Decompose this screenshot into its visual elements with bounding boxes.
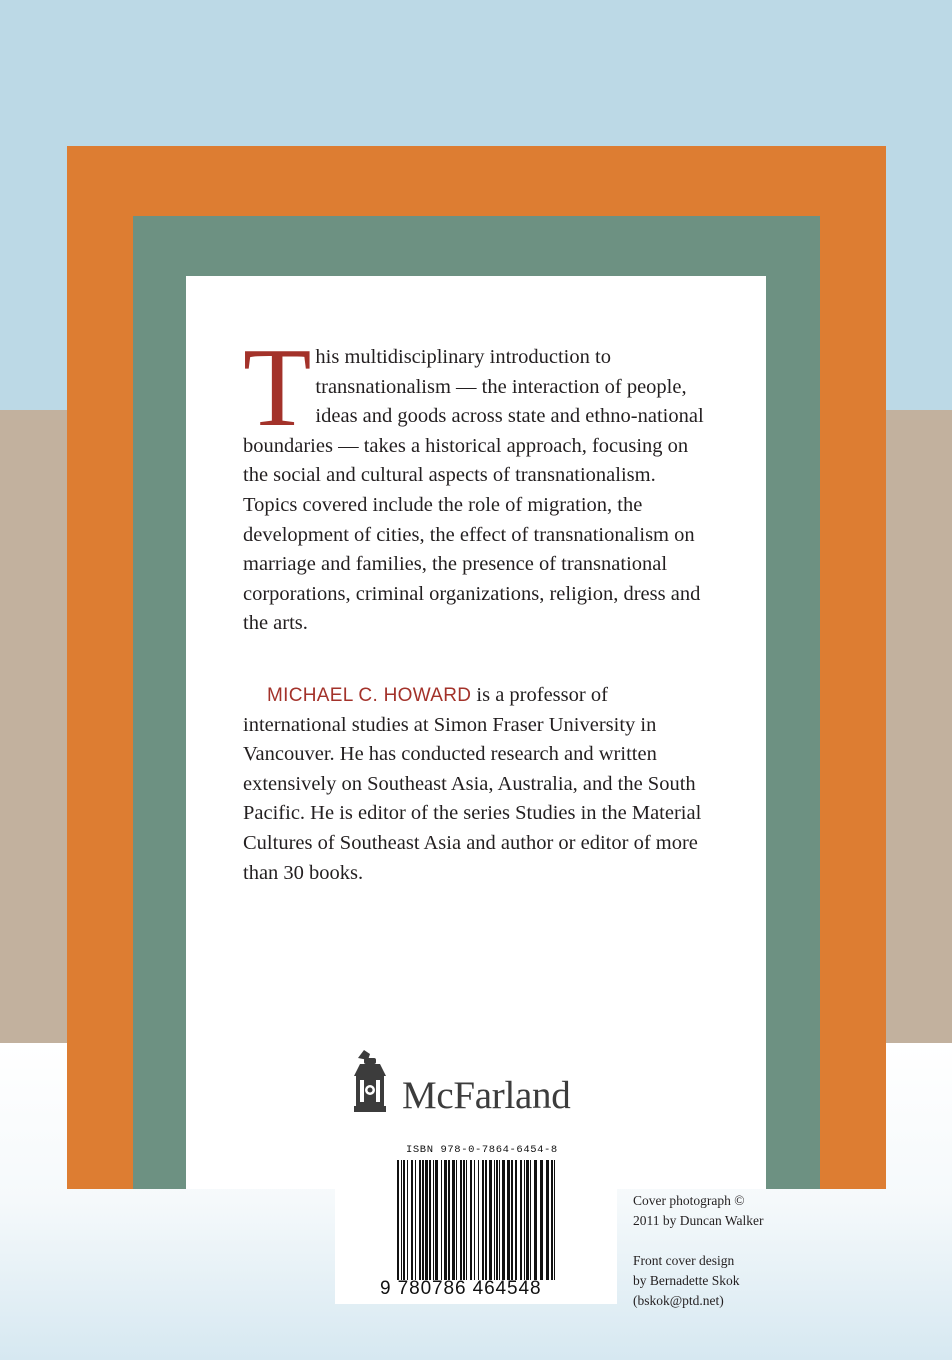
barcode-bar	[485, 1160, 487, 1280]
barcode-bar	[433, 1160, 434, 1280]
design-credit-line: by Bernadette Skok	[633, 1273, 740, 1288]
barcode-bar	[551, 1160, 553, 1280]
description-text: his multidisciplinary introduction to transnationalism — the interaction of people, ideas and goods across state and ethno-national boundaries — takes a historical approach, focusing on the social and cultural aspects of transnationalism. Topics covered include the role of migration, the development of cities, the effect of transnationalism on marriage and families, the presence of transnational corporations, criminal organizations, religion, dress and the arts.	[243, 346, 704, 635]
drop-cap: T	[243, 326, 312, 450]
design-credit-line: Front cover design	[633, 1253, 735, 1268]
barcode-bar	[554, 1160, 555, 1280]
barcode-bar	[534, 1160, 537, 1280]
barcode-bar	[515, 1160, 517, 1280]
barcode-bar	[419, 1160, 421, 1280]
barcode-bar	[441, 1160, 442, 1280]
barcode-bar	[452, 1160, 455, 1280]
barcode-bar	[496, 1160, 498, 1280]
barcode-bar	[460, 1160, 462, 1280]
barcode-bar	[524, 1160, 525, 1280]
publisher-name: McFarland	[402, 1074, 571, 1117]
barcode-bar	[507, 1160, 510, 1280]
barcode-bar	[415, 1160, 416, 1280]
barcode-bar	[407, 1160, 408, 1280]
barcode-bar	[429, 1160, 431, 1280]
barcode-bar	[511, 1160, 513, 1280]
barcode-bar	[466, 1160, 467, 1280]
design-credit	[633, 1251, 883, 1311]
barcode-bar	[482, 1160, 484, 1280]
barcode-bar	[425, 1160, 428, 1280]
barcode-bar	[435, 1160, 438, 1280]
barcode-bar	[526, 1160, 529, 1280]
barcode-bar	[474, 1160, 475, 1280]
photo-credit-line: 2011 by Duncan Walker	[633, 1213, 764, 1228]
photo-credit-line: Cover photograph ©	[633, 1193, 745, 1208]
author-name: MICHAEL C. HOWARD	[267, 685, 472, 706]
barcode-bar	[401, 1160, 402, 1280]
barcode-bar	[411, 1160, 413, 1280]
photo-credit	[633, 1191, 883, 1231]
barcode-bar	[463, 1160, 465, 1280]
barcode-digits: 9 780786 464548	[380, 1278, 542, 1299]
book-description	[243, 326, 713, 639]
barcode-bar	[478, 1160, 479, 1280]
barcode-bar	[403, 1160, 405, 1280]
barcode-bar	[499, 1160, 500, 1280]
author-bio-text: is a professor of international studies at Simon Fraser University in Vancouver. He has conducted research and written extensively on Southeast Asia, Australia, and the South Pacific. He is editor of the series Studies in the Material Cultures of Southeast Asia and author or editor of more than 30 books.	[243, 684, 702, 884]
barcode-bar	[470, 1160, 472, 1280]
barcode-bar	[540, 1160, 543, 1280]
barcode-bar	[456, 1160, 457, 1280]
barcode-bar	[546, 1160, 549, 1280]
barcode-bar	[448, 1160, 450, 1280]
author-bio	[243, 681, 713, 888]
barcode-icon	[397, 1160, 559, 1280]
barcode-bar	[520, 1160, 522, 1280]
isbn-label: ISBN 978-0-7864-6454-8	[406, 1144, 558, 1156]
barcode-bar	[502, 1160, 505, 1280]
barcode-bar	[489, 1160, 492, 1280]
barcode-bar	[530, 1160, 531, 1280]
barcode-bar	[444, 1160, 447, 1280]
barcode-bar	[422, 1160, 424, 1280]
barcode-bar	[397, 1160, 399, 1280]
design-credit-line: (bskok@ptd.net)	[633, 1293, 724, 1308]
barcode-bar	[494, 1160, 495, 1280]
